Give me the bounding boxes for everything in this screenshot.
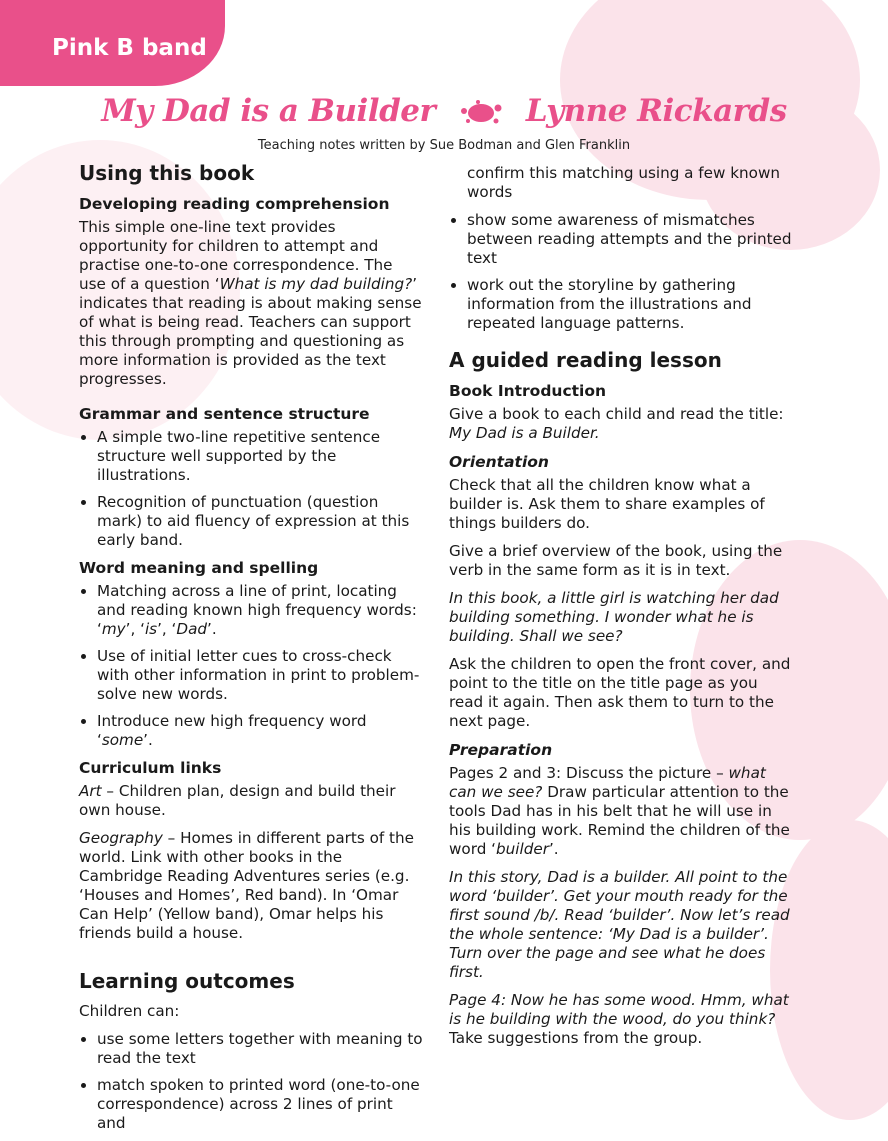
author-name: Lynne Rickards <box>525 93 787 129</box>
left-column <box>79 160 424 1141</box>
preparation-script: In this story, Dad is a builder. All point to the word ‘builder’. Get your mouth ready for the first sound /b/. Read ‘builder’. Now let’s read the whole sentence: ‘My Dad is a builder’. Turn over the page and see what he does first. <box>449 868 790 981</box>
list-item: • A simple two-line repetitive sentence structure well supported by the illustrations. <box>97 428 424 485</box>
list-item: • Recognition of punctuation (question mark) to aid fluency of expression at this early band. <box>97 493 424 550</box>
subheading-orientation: Orientation <box>449 453 549 471</box>
curriculum-art: Art – Children plan, design and build their own house. <box>79 782 396 819</box>
preparation-paragraph: Pages 2 and 3: Discuss the picture – what can we see? Draw particular attention to the tools Dad has in his belt that he will use in his building work. Remind the children of the word ‘builder’. <box>449 764 790 858</box>
orientation-paragraph: Ask the children to open the front cover, and point to the title on the title page as you read it again. Then ask them to turn to the next page. <box>449 655 791 730</box>
list-item: • Matching across a line of print, locating and reading known high frequency words: ‘my’, ‘is’, ‘Dad’. <box>97 582 424 639</box>
credits-line: Teaching notes written by Sue Bodman and Glen Franklin <box>257 138 631 153</box>
orientation-script: In this book, a little girl is watching her dad building something. I wonder what he is building. Shall we see? <box>449 589 779 645</box>
subheading-preparation: Preparation <box>449 741 553 759</box>
subheading-book-introduction: Book Introduction <box>449 382 607 400</box>
subheading-reading-comprehension: Developing reading comprehension <box>79 195 390 213</box>
grammar-list <box>79 428 424 550</box>
list-item: • match spoken to printed word (one-to-one correspondence) across 2 lines of print and <box>97 1076 424 1133</box>
list-item: • Use of initial letter cues to cross-check with other information in print to problem-solve new words. <box>97 647 424 704</box>
outcome-continued: confirm this matching using a few known words <box>467 164 781 201</box>
outcomes-list <box>79 1030 424 1133</box>
book-title: My Dad is a Builder <box>101 93 436 129</box>
paint-splat-icon <box>458 99 504 127</box>
subheading-grammar: Grammar and sentence structure <box>79 405 370 423</box>
section-heading-learning-outcomes: Learning outcomes <box>79 969 295 993</box>
band-label: Pink B band <box>52 35 207 61</box>
right-column <box>449 164 794 1057</box>
list-item: • Introduce new high frequency word ‘some’. <box>97 712 424 750</box>
title-row <box>0 93 888 129</box>
orientation-paragraph: Check that all the children know what a builder is. Ask them to share examples of things builders do. <box>449 476 765 532</box>
list-item: • show some awareness of mismatches between reading attempts and the printed text <box>467 211 794 268</box>
subheading-curriculum-links: Curriculum links <box>79 759 222 777</box>
outcomes-list-continued <box>449 211 794 333</box>
list-item: • work out the storyline by gathering information from the illustrations and repeated language patterns. <box>467 276 794 333</box>
preparation-paragraph: Page 4: Now he has some wood. Hmm, what is he building with the wood, do you think? Take suggestions from the group. <box>449 991 789 1047</box>
curriculum-geography: Geography – Homes in different parts of the world. Link with other books in the Cambridge Reading Adventures series (e.g. ‘Houses and Homes’, Red band). In ‘Omar Can Help’ (Yellow band), Omar helps his friends build a house. <box>79 829 414 942</box>
intro-paragraph: Give a book to each child and read the title: My Dad is a Builder. <box>449 405 784 442</box>
orientation-paragraph: Give a brief overview of the book, using the verb in the same form as it is in text. <box>449 542 783 579</box>
section-heading-using-this-book: Using this book <box>79 161 255 185</box>
subheading-word-meaning: Word meaning and spelling <box>79 559 319 577</box>
word-meaning-list <box>79 582 424 750</box>
outcomes-intro: Children can: <box>79 1002 180 1020</box>
list-item: • use some letters together with meaning to read the text <box>97 1030 424 1068</box>
comprehension-paragraph: This simple one-line text provides opportunity for children to attempt and practise one-to-one correspondence. The use of a question ‘What is my dad building?’ indicates that reading is about making sense of what is being read. Teachers can support this through prompting and questioning as more information is provided as the text progresses. <box>79 218 422 388</box>
section-heading-guided-reading: A guided reading lesson <box>449 348 722 372</box>
